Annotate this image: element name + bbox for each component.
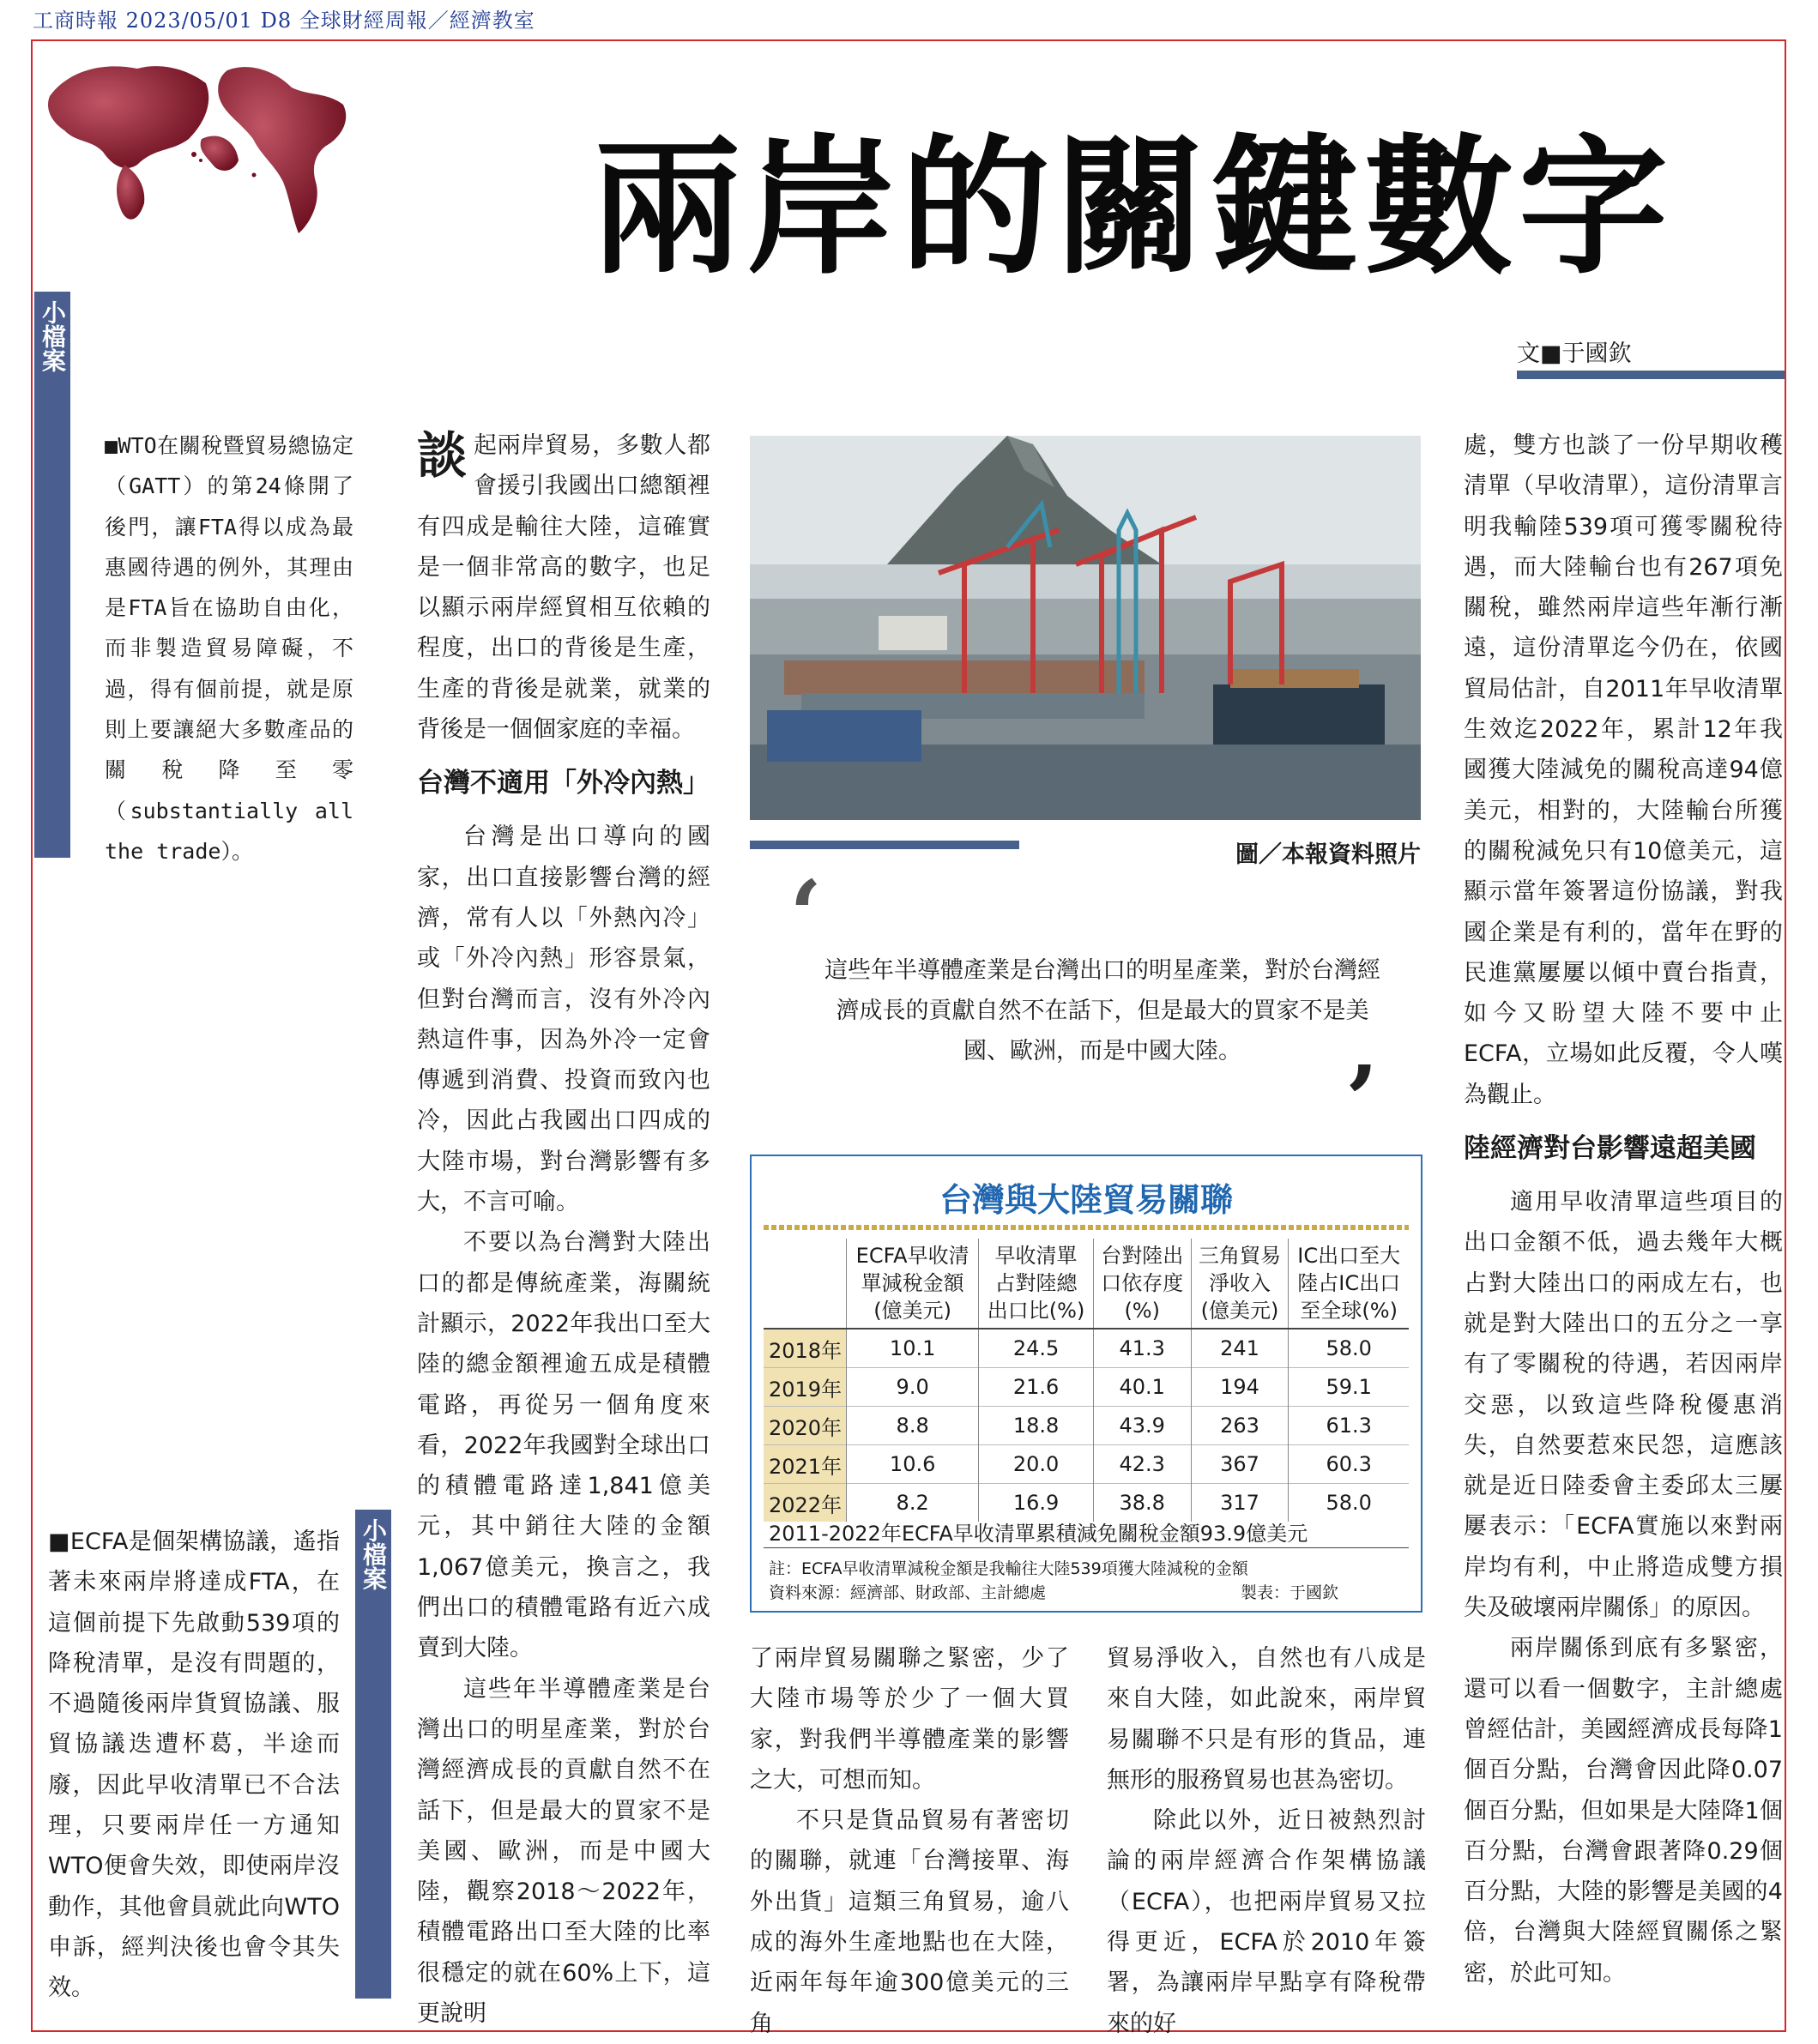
cell: 20.0 [979, 1445, 1094, 1484]
sidebar-box-2 [48, 1522, 340, 2009]
header-ecfa: ECFA早收清 單減稅金額 (億美元) [847, 1239, 979, 1329]
table-row [764, 1329, 1409, 1368]
c3-paragraph-2: 除此以外，近日被熱烈討論的兩岸經濟合作架構協議（ECFA），也把兩岸貿易又拉得更近，ECFA於2010年簽署，為讓兩岸早點享有降稅帶來的好 [1107, 1807, 1426, 2037]
trade-table-box [750, 1155, 1422, 1613]
c4-paragraph-1: 處，雙方也談了一份早期收穫清單（早收清單），這份清單言明我輸陸539項可獲零關稅待遇，而大陸輸台也有267項免關稅，雖然兩岸這些年漸行漸遠，這份清單迄今仍在，依國貿局估計，自2011年早收清單生效迄2022年，累計12年我國獲大陸減免的關稅高達94億美元，相對的，大陸輸台所獲的關稅減免只有10億美元，這顯示當年簽署這份協議，對我國企業是有利的，當年在野的民進黨屢屢以傾中賣台指責，如今又盼望大陸不要中止ECFA，立場如此反覆，令人嘆為觀止。 [1464, 432, 1783, 1108]
open-quote-mark: ‘ [789, 859, 823, 970]
sidebar-box-1 [105, 425, 353, 871]
table-row [764, 1445, 1409, 1484]
cell-year: 2018年 [764, 1329, 847, 1368]
sidebar-label-1: 小檔案 [39, 300, 67, 372]
cell: 21.6 [979, 1368, 1094, 1407]
cell: 10.1 [847, 1329, 979, 1368]
paragraph-1: 台灣是出口導向的國家，出口直接影響台灣的經濟，常有人以「外熱內冷」或「外冷內熱」形容景氣，但對台灣而言，沒有外冷內熱這件事，因為外冷一定會傳遞到消費、投資而致內也冷，因此占我國出口四成的大陸市場，對台灣影響有多大，不言可喻。 [417, 823, 710, 1216]
sidebar-label-bar-2 [355, 1510, 391, 1999]
sidebar-label-bar-1 [34, 292, 70, 858]
table-note: 註：ECFA早收清單減稅金額是我輸往大陸539項獲大陸減稅的金額 [769, 1559, 1248, 1578]
c4-paragraph-3: 兩岸關係到底有多緊密，還可以看一個數字，主計總處曾經估計，美國經濟成長每降1個百分點，台灣會因此降0.07個百分點，但如果是大陸降1個百分點，台灣會跟著降0.29個百分點，大陸的影響是美國的4倍，台灣與大陸經貿關係之緊密，於此可知。 [1464, 1635, 1783, 1987]
cell: 18.8 [979, 1407, 1094, 1445]
c2-paragraph-2: 不只是貨品貿易有著密切的關聯，就連「台灣接單、海外出貨」這類三角貿易，逾八成的海外生產地點也在大陸，近兩年每年逾300億美元的三角 [750, 1807, 1069, 2037]
masthead-line: 工商時報 2023/05/01 D8 全球財經周報／經濟教室 [33, 9, 535, 33]
cell: 16.9 [979, 1484, 1094, 1522]
photo-caption: 圖／本報資料照片 [1235, 841, 1421, 868]
cell: 58.0 [1289, 1329, 1409, 1368]
table-title: 台灣與大陸貿易關聯 [939, 1181, 1233, 1219]
article-column-1 [417, 425, 710, 2034]
cell: 10.6 [847, 1445, 979, 1484]
sidebar-box-1-text: ■WTO在關稅暨貿易總協定（GATT）的第24條開了後門，讓FTA得以成為最惠國待遇的例外，其理由是FTA旨在協助自由化，而非製造貿易障礙，不過，得有個前提，就是原則上要讓絕大多數產品的關稅降至零（substantially all the trade）。 [105, 433, 353, 864]
cell: 9.0 [847, 1368, 979, 1407]
article-column-4 [1464, 425, 1783, 1993]
cell-year: 2020年 [764, 1407, 847, 1445]
table-summary: 2011-2022年ECFA早收清單累積減免關稅金額93.9億美元 [769, 1522, 1308, 1546]
article-column-2 [750, 1638, 1069, 2044]
cell: 241 [1191, 1329, 1289, 1368]
header-ic: IC出口至大 陸占IC出口 至全球(%) [1289, 1239, 1409, 1329]
photo-rule [750, 841, 1019, 849]
cell: 8.8 [847, 1407, 979, 1445]
cell: 61.3 [1289, 1407, 1409, 1445]
cell: 317 [1191, 1484, 1289, 1522]
cell: 60.3 [1289, 1445, 1409, 1484]
cell-year: 2021年 [764, 1445, 847, 1484]
cell: 58.0 [1289, 1484, 1409, 1522]
headline: 兩岸的關鍵數字 [592, 120, 1674, 295]
article-column-3 [1107, 1638, 1426, 2044]
intro-text: 起兩岸貿易，多數人都會援引我國出口總額裡有四成是輸往大陸，這確實是一個非常高的數字，也足以顯示兩岸經貿相互依賴的程度，出口的背後是生產，生產的背後是就業，就業的背後是一個個家庭的幸福。 [417, 432, 710, 744]
header-triangle: 三角貿易 淨收入 (億美元) [1191, 1239, 1289, 1329]
cell: 41.3 [1093, 1329, 1191, 1368]
subhead-2: 陸經濟對台影響遠超美國 [1464, 1133, 1756, 1165]
header-year [764, 1239, 847, 1329]
table-row [764, 1407, 1409, 1445]
table-header-row [764, 1239, 1409, 1329]
table-summary-rule [764, 1547, 1409, 1548]
paragraph-2: 不要以為台灣對大陸出口的都是傳統產業，海關統計顯示，2022年我出口至大陸的總金額裡逾五成是積體電路，再從另一個角度來看，2022年我國對全球出口的積體電路達1,841億美元，其中銷往大陸的金額1,067億美元，換言之，我們出口的積體電路有近六成賣到大陸。 [417, 1229, 710, 1662]
byline-rule [1517, 371, 1785, 379]
pull-quote: 這些年半導體產業是台灣出口的明星產業，對於台灣經濟成長的貢獻自然不在話下，但是最大的買家不是美國、歐洲，而是中國大陸。 [824, 957, 1380, 1064]
close-quote-mark: ’ [1345, 1045, 1379, 1155]
port-photo-drawing [750, 436, 1421, 820]
cell: 8.2 [847, 1484, 979, 1522]
cell: 263 [1191, 1407, 1289, 1445]
cell: 42.3 [1093, 1445, 1191, 1484]
sidebar-box-2-text: ■ECFA是個架構協議，遙指著未來兩岸將達成FTA，在這個前提下先啟動539項的降稅清單，是沒有問題的，不過隨後兩岸貨貿協議、服貿協議迭遭杯葛，半途而廢，因此早收清單已不合法理，只要兩岸任一方通知WTO便會失效，即使兩岸沒動作，其他會員就此向WTO申訴，經判決後也會令其失效。 [48, 1528, 340, 2002]
c4-paragraph-2: 適用早收清單這些項目的出口金額不低，過去幾年大概占對大陸出口的兩成左右，也就是對大陸出口的五分之一享有了零關稅的待遇，若因兩岸交惡，以致這些降稅優惠消失，自然要惹來民怨，這應該就是近日陸委會主委邱太三屢屢表示：「ECFA實施以來對兩岸均有利，中止將造成雙方損失及破壞兩岸關係」的原因。 [1464, 1189, 1783, 1622]
world-map-illustration [43, 45, 377, 242]
cell: 194 [1191, 1368, 1289, 1407]
subhead-1: 台灣不適用「外冷內熱」 [417, 768, 710, 799]
sidebar-label-2: 小檔案 [359, 1518, 388, 1590]
c2-paragraph-1: 了兩岸貿易關聯之緊密，少了大陸市場等於少了一個大買家，對我們半導體產業的影響之大，可想而知。 [750, 1645, 1069, 1794]
table-source: 資料來源：經濟部、財政部、主計總處 [769, 1583, 1047, 1602]
table-title-rule [764, 1225, 1409, 1230]
table-row [764, 1368, 1409, 1407]
port-photo [750, 436, 1421, 820]
c3-paragraph-1: 貿易淨收入，自然也有八成是來自大陸，如此說來，兩岸貿易關聯不只是有形的貨品，連無形的服務貿易也甚為密切。 [1107, 1645, 1426, 1794]
cell: 43.9 [1093, 1407, 1191, 1445]
cell: 38.8 [1093, 1484, 1191, 1522]
header-dependency: 台對陸出 口依存度 (%) [1093, 1239, 1191, 1329]
cell: 59.1 [1289, 1368, 1409, 1407]
cell-year: 2022年 [764, 1484, 847, 1522]
drop-cap: 談 [417, 426, 468, 485]
cell: 367 [1191, 1445, 1289, 1484]
trade-table [764, 1239, 1409, 1522]
cell-year: 2019年 [764, 1368, 847, 1407]
intro-paragraph [417, 425, 710, 750]
cell: 24.5 [979, 1329, 1094, 1368]
cell: 40.1 [1093, 1368, 1191, 1407]
byline: 文■于國欽 [1517, 341, 1632, 367]
table-maker: 製表：于國欽 [1240, 1583, 1338, 1602]
paragraph-3: 這些年半導體產業是台灣出口的明星產業，對於台灣經濟成長的貢獻自然不在話下，但是最大的買家不是美國、歐洲，而是中國大陸，觀察2018～2022年，積體電路出口至大陸的比率很穩定的就在60%上下，這更說明 [417, 1675, 710, 2027]
header-share: 早收清單 占對陸總 出口比(%) [979, 1239, 1094, 1329]
